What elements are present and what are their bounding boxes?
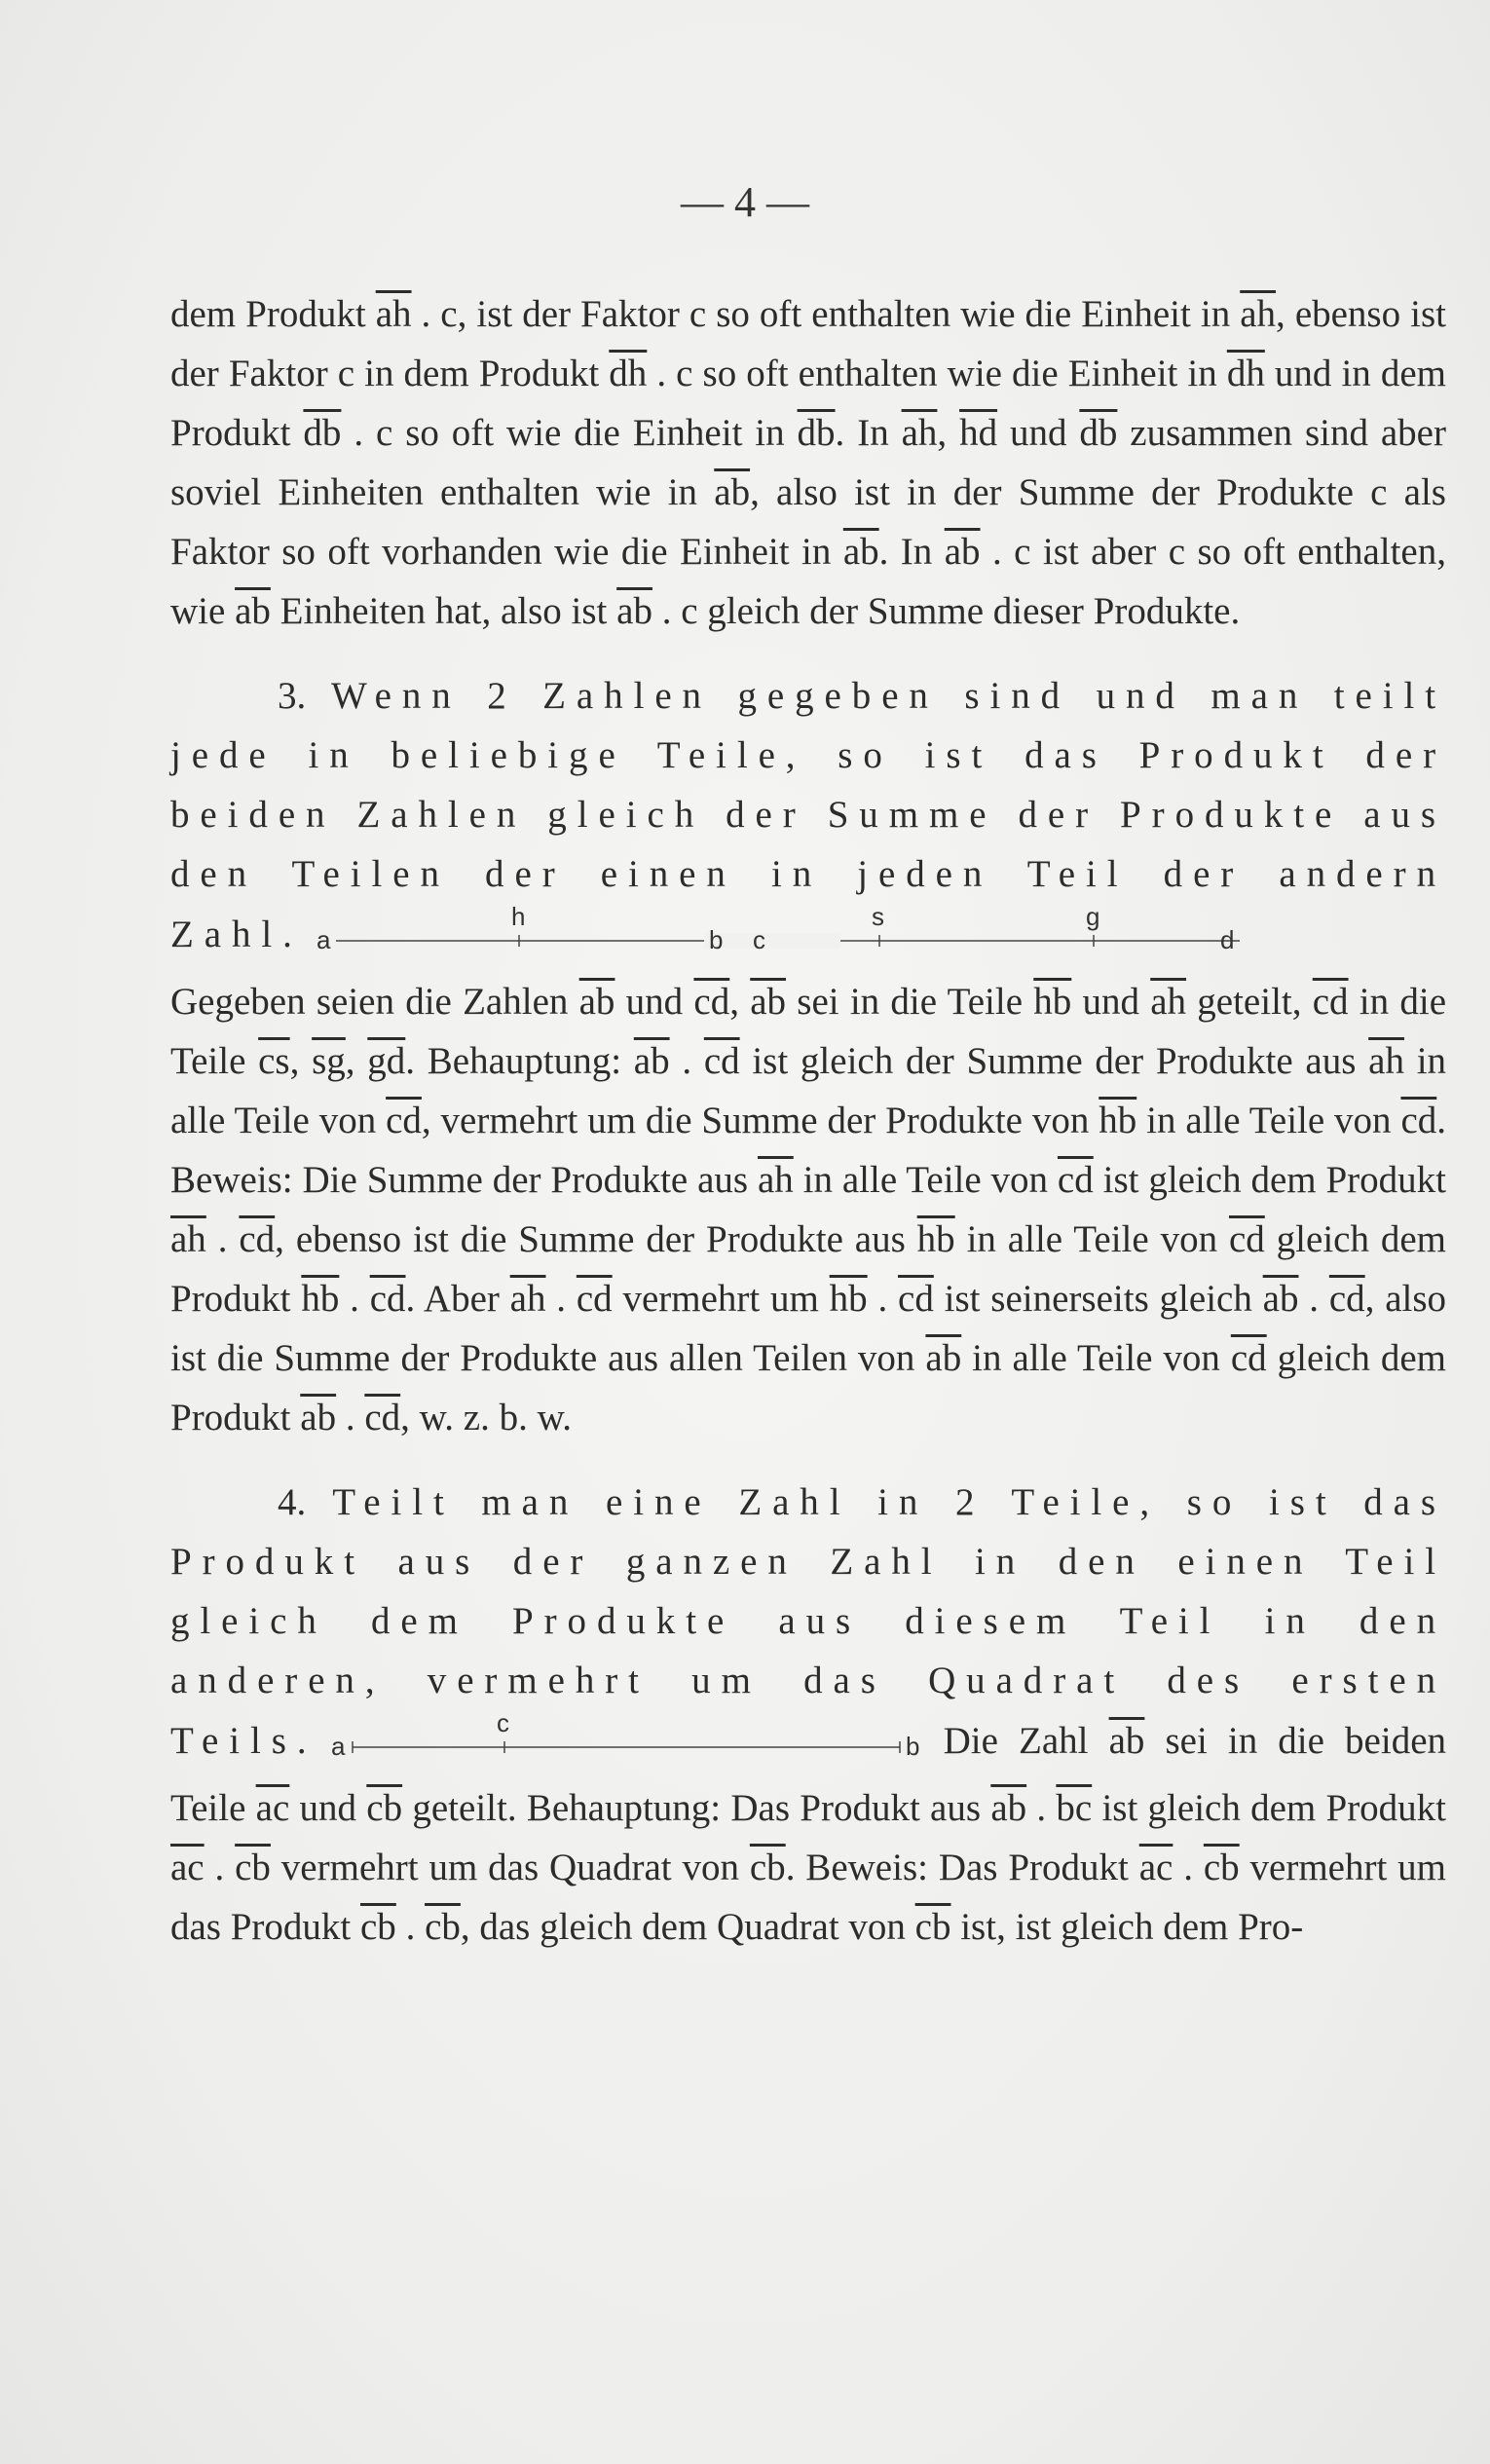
text-run: , w. z. b. w.: [400, 1397, 572, 1438]
point-label-h: h: [510, 904, 526, 931]
text-run: .: [1026, 1787, 1057, 1829]
text-run: .: [205, 1218, 240, 1260]
text-run: , ebenso ist die Summe der Produkte aus: [275, 1218, 917, 1260]
text-run: vermehrt um: [612, 1278, 830, 1320]
segment-term: $\overline{cd}$: [1312, 981, 1349, 1023]
segment-term: $\overline{ab}$: [990, 1787, 1027, 1829]
page-body: [170, 284, 1446, 1957]
text-run: gleich dem Produkt: [170, 1218, 1447, 1320]
segment-term: $\overline{ab}$: [944, 531, 981, 573]
segment-term: $\overline{cb}$: [235, 1847, 271, 1888]
text-run: .: [545, 1278, 577, 1320]
text-run: ist, ist gleich dem Pro-: [950, 1906, 1304, 1948]
text-run: .: [336, 1397, 365, 1438]
point-label-c: c: [752, 925, 765, 954]
point-label-a: a: [330, 1732, 345, 1761]
segment-term: $\overline{ab}$: [842, 531, 879, 573]
segment-term: $\overline{ac}$: [1138, 1847, 1173, 1888]
segment-term: $\overline{cb}$: [1203, 1847, 1240, 1888]
segment-term: $\overline{ah}$: [1368, 1040, 1404, 1082]
text-run: Gegeben seien die Zahlen: [170, 981, 579, 1023]
segment-term: $\overline{ac}$: [255, 1787, 290, 1829]
text-run: .: [395, 1906, 426, 1948]
text-run: . Beweis: Das Produkt: [785, 1847, 1139, 1888]
text-run: . In: [835, 412, 902, 454]
theorem-statement: Wenn 2 Zahlen gegeben sind und man teilt jede in beliebige Teile, so ist das Produkt der beiden Zahlen gleich der Summe der Produkte aus den Teilen der einen in jeden Teil der andern Zahl.: [170, 675, 1446, 955]
segment-term: $\overline{ah}$: [170, 1218, 206, 1260]
text-run: .: [204, 1847, 236, 1888]
text-run: und: [997, 412, 1080, 454]
page-number: — 4 —: [681, 178, 809, 226]
text-run: ,: [345, 1040, 368, 1082]
text-run: . c so oft enthalten wie die Einheit in: [647, 353, 1227, 394]
text-run: .: [669, 1040, 704, 1082]
segment-term: $\overline{cb}$: [366, 1787, 403, 1829]
text-run: . c so oft wie die Einheit in: [341, 412, 798, 454]
segment-term: $\overline{ah}$: [1240, 293, 1277, 335]
segment-term: $\overline{ab}$: [714, 471, 751, 513]
point-label-c: c: [496, 1710, 509, 1737]
text-run: .: [1298, 1278, 1329, 1320]
segment-term: $\overline{cd}$: [1228, 1218, 1265, 1260]
text-run: dem Produkt: [170, 293, 376, 335]
point-label-a: a: [316, 925, 331, 954]
text-run: Die Zahl: [922, 1719, 1109, 1762]
text-run: Einheiten hat, also ist: [270, 590, 617, 632]
segment-term: $\overline{cb}$: [360, 1906, 396, 1948]
segment-term: $\overline{ab}$: [1108, 1719, 1145, 1762]
theorem-statement: Teilt man eine Zahl in 2 Teile, so ist das Produkt aus der ganzen Zahl in den einen Teil gleich dem Produkte aus diesem Teil in den anderen, vermehrt um das Quadrat des ersten Teils.: [170, 1481, 1446, 1762]
text-run: . c, ist der Faktor c so oft enthalten wie die Einheit in: [411, 293, 1241, 335]
text-run: ,: [729, 981, 751, 1023]
segment-term: $\overline{sg}$: [312, 1040, 346, 1082]
text-run: in alle Teile von: [1136, 1100, 1401, 1141]
text-run: .: [1173, 1847, 1204, 1888]
segment-term: $\overline{cd}$: [576, 1278, 613, 1320]
segment-term: $\overline{ab}$: [750, 981, 787, 1023]
text-run: , ebenso ist der Faktor c in dem Produkt: [170, 293, 1446, 394]
segment-term: $\overline{ab}$: [925, 1337, 962, 1379]
text-run: . Aber: [405, 1278, 510, 1320]
segment-term: $\overline{ac}$: [170, 1847, 205, 1888]
text-run: ,: [289, 1040, 313, 1082]
segment-term: $\overline{ab}$: [616, 590, 652, 632]
segment-term: $\overline{ah}$: [1150, 981, 1187, 1023]
segment-term: $\overline{ah}$: [509, 1278, 546, 1320]
segment-term: $\overline{cd}$: [239, 1218, 276, 1260]
point-label-b: b: [905, 1732, 919, 1761]
segment-term: $\overline{db}$: [1079, 412, 1118, 454]
point-label-d: d: [1219, 925, 1235, 954]
segment-term: $\overline{hb}$: [829, 1278, 868, 1320]
text-run: . Beweis: Die Summe der Produkte aus: [170, 1100, 1446, 1201]
text-run: in alle Teile von: [170, 1040, 1447, 1141]
segment-term: $\overline{cd}$: [369, 1278, 406, 1320]
text-run: ist seinerseits gleich: [933, 1278, 1263, 1320]
segment-term: $\overline{cd}$: [1057, 1159, 1094, 1201]
paragraph-theorem-3: [170, 666, 1446, 1447]
text-run: ,: [937, 412, 960, 454]
text-run: vermehrt um das Produkt: [170, 1847, 1447, 1948]
segment-term: $\overline{cb}$: [425, 1906, 461, 1948]
segment-term: $\overline{cb}$: [914, 1906, 951, 1948]
point-label-g: g: [1085, 904, 1100, 931]
segment-term: $\overline{ab}$: [300, 1397, 337, 1438]
text-run: in die Teile: [170, 981, 1447, 1082]
text-run: , also ist die Summe der Produkte aus allen Teilen von: [170, 1278, 1447, 1379]
text-run: .: [339, 1278, 370, 1320]
text-run: sei in die Teile: [786, 981, 1034, 1023]
text-run: geteilt,: [1186, 981, 1313, 1023]
text-run: . c gleich der Summe dieser Produkte.: [652, 590, 1241, 632]
text-run: und: [1071, 981, 1151, 1023]
segment-term: $\overline{gd}$: [367, 1040, 406, 1082]
point-label-s: s: [871, 904, 884, 931]
segment-term: $\overline{ab}$: [633, 1040, 670, 1082]
text-run: geteilt. Behauptung: Das Produkt aus: [402, 1787, 991, 1829]
segment-term: $\overline{cd}$: [1328, 1278, 1365, 1320]
paragraph-theorem-4: [170, 1473, 1446, 1957]
segment-term: $\overline{cs}$: [258, 1040, 290, 1082]
segment-term: $\overline{bc}$: [1056, 1787, 1093, 1829]
segment-term: $\overline{cb}$: [749, 1847, 786, 1888]
segment-term: $\overline{ah}$: [757, 1159, 794, 1201]
text-run: , das gleich dem Quadrat von: [460, 1906, 915, 1948]
segment-term: $\overline{cd}$: [1230, 1337, 1267, 1379]
text-run: und: [289, 1787, 367, 1829]
text-run: . Behauptung:: [405, 1040, 634, 1082]
theorem-number: 3.: [278, 675, 307, 717]
theorem-number: 4.: [278, 1481, 307, 1523]
text-run: sei in die beiden Teile: [170, 1719, 1446, 1829]
segment-term: $\overline{dh}$: [609, 353, 648, 394]
text-run: gleich dem Produkt: [170, 1337, 1447, 1438]
segment-term: $\overline{cd}$: [1400, 1100, 1437, 1141]
text-run: zusammen sind aber soviel Einheiten enthalten wie in: [170, 412, 1446, 513]
text-run: , vermehrt um die Summe der Produkte von: [421, 1100, 1099, 1141]
segment-term: $\overline{hb}$: [1033, 981, 1072, 1023]
segment-term: $\overline{ab}$: [1262, 1278, 1299, 1320]
segment-term: $\overline{ah}$: [901, 412, 938, 454]
segment-term: $\overline{ah}$: [375, 293, 412, 335]
segment-term: $\overline{ab}$: [578, 981, 615, 1023]
text-run: vermehrt um das Quadrat von: [270, 1847, 750, 1888]
segment-term: $\overline{ab}$: [235, 590, 271, 632]
text-run: . In: [878, 531, 945, 573]
text-run: in alle Teile von: [961, 1337, 1231, 1379]
segment-term: $\overline{cd}$: [364, 1397, 401, 1438]
segment-term: $\overline{hb}$: [301, 1278, 340, 1320]
text-run: in alle Teile von: [793, 1159, 1058, 1201]
segment-term: $\overline{cd}$: [898, 1278, 934, 1320]
text-run: ist gleich dem Produkt: [1093, 1159, 1447, 1201]
segment-term: $\overline{cd}$: [693, 981, 730, 1023]
segment-term: $\overline{hb}$: [1099, 1100, 1137, 1141]
line-division-diagram: [329, 1710, 923, 1778]
segment-term: $\overline{db}$: [797, 412, 836, 454]
point-label-b: b: [708, 925, 724, 954]
segment-term: $\overline{hb}$: [916, 1218, 955, 1260]
text-run: ist gleich dem Produkt: [1092, 1787, 1447, 1829]
segment-term: $\overline{dh}$: [1226, 353, 1265, 394]
segment-term: $\overline{cd}$: [386, 1100, 422, 1141]
text-run: , also ist in der Summe der Produkte c als Faktor so oft vorhanden wie die Einheit in: [170, 471, 1446, 573]
text-run: . c ist aber c so oft enthalten, wie: [170, 531, 1446, 632]
text-run: und in dem Produkt: [170, 353, 1446, 454]
line-division-diagram: [315, 904, 1249, 972]
text-run: .: [867, 1278, 899, 1320]
text-run: in alle Teile von: [954, 1218, 1229, 1260]
segment-term: $\overline{hd}$: [959, 412, 998, 454]
paragraph-proof-continuation: [170, 284, 1446, 641]
segment-term: $\overline{db}$: [303, 412, 342, 454]
text-run: und: [615, 981, 694, 1023]
text-run: ist gleich der Summe der Produkte aus: [739, 1040, 1369, 1082]
segment-term: $\overline{cd}$: [703, 1040, 740, 1082]
